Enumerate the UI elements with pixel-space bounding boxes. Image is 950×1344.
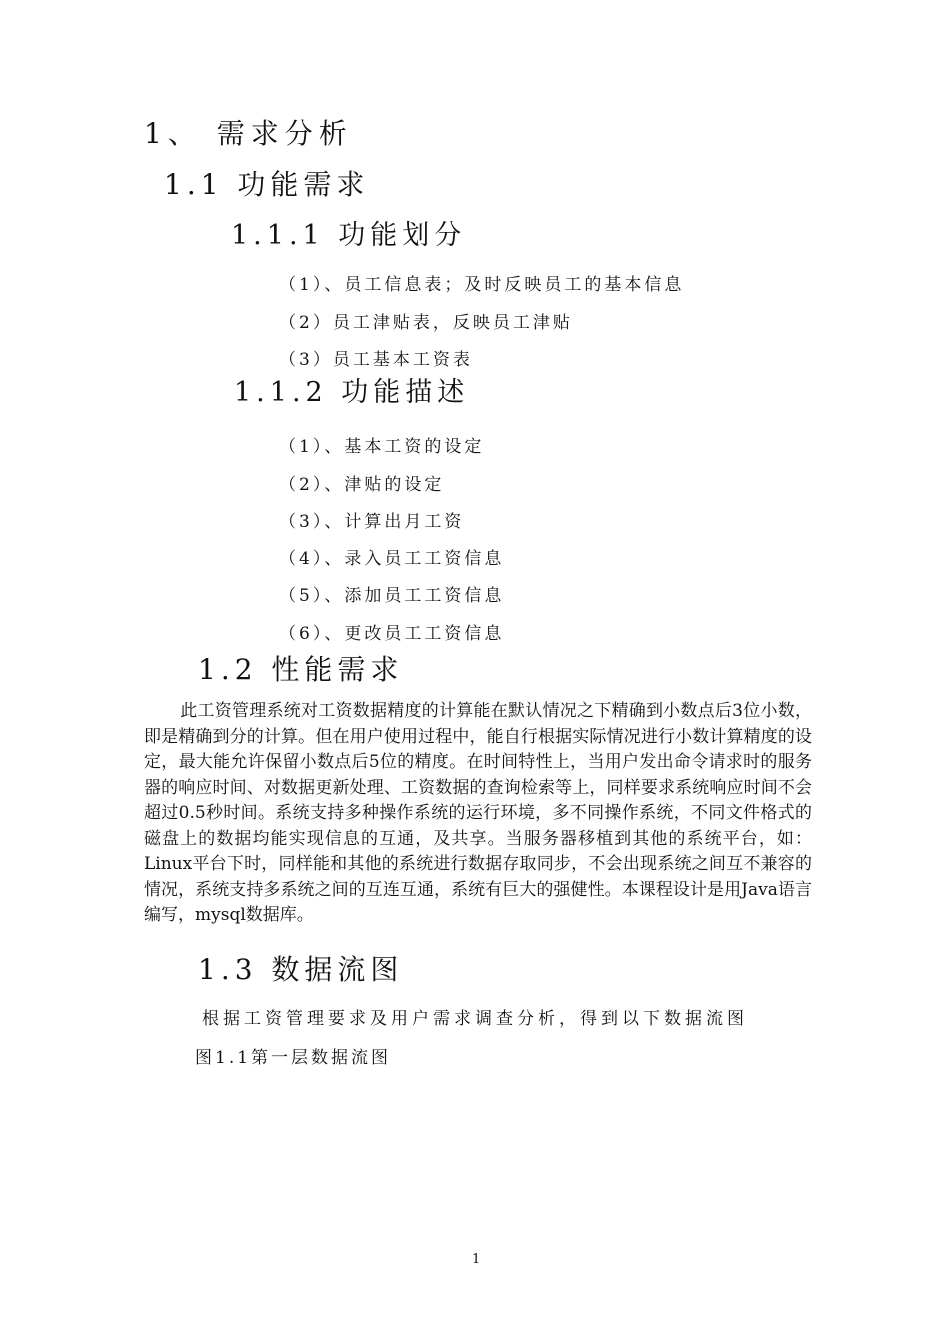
description-item-2: （2）、津贴的设定: [279, 475, 445, 495]
dataflow-intro-text: 根据工资管理要求及用户需求调查分析，得到以下数据流图: [202, 1009, 748, 1029]
heading-section-1-1-2: 1.1.2 功能描述: [234, 377, 470, 408]
description-item-6: （6）、更改员工工资信息: [279, 624, 505, 644]
performance-paragraph-text: 此工资管理系统对工资数据精度的计算能在默认情况之下精确到小数点后3位小数，即是精确到分的计算。但在用户使用过程中，能自行根据实际情况进行小数计算精度的设定，最大能允许保留小数点后5位的精度。在时间特性上，当用户发出命令请求时的服务器的响应时间、对数据更新处理、工资数据的查询检索等上，同样要求系统响应时间不会超过0.5秒时间。系统支持多种操作系统的运行环境，多不同操作系统，不同文件格式的磁盘上的数据均能实现信息的互通，及共享。当服务器移植到其他的系统平台，如：Linux平台下时，同样能和其他的系统进行数据存取同步，不会出现系统之间互不兼容的情况，系统支持多系统之间的互连互通，系统有巨大的强健性。本课程设计是用Java语言编写，mysql数据库。: [144, 701, 812, 925]
description-item-3: （3）、计算出月工资: [279, 512, 465, 532]
performance-paragraph: [144, 699, 812, 929]
heading-section-1-1-1: 1.1.1 功能划分: [231, 220, 467, 251]
division-item-2: （2）员工津贴表，反映员工津贴: [279, 313, 573, 333]
heading-section-1-1: 1.1 功能需求: [164, 168, 370, 201]
heading-section-1: 1、 需求分析: [144, 117, 353, 150]
heading-section-1-3: 1.3 数据流图: [198, 953, 404, 986]
description-item-5: （5）、添加员工工资信息: [279, 586, 505, 606]
page-number: 1: [472, 1252, 481, 1267]
division-item-1: （1）、员工信息表；及时反映员工的基本信息: [279, 275, 685, 295]
division-item-3: （3）员工基本工资表: [279, 350, 473, 370]
description-item-1: （1）、基本工资的设定: [279, 437, 485, 457]
figure-caption: 图1.1第一层数据流图: [195, 1048, 392, 1068]
description-item-4: （4）、录入员工工资信息: [279, 549, 505, 569]
heading-section-1-2: 1.2 性能需求: [198, 653, 404, 686]
